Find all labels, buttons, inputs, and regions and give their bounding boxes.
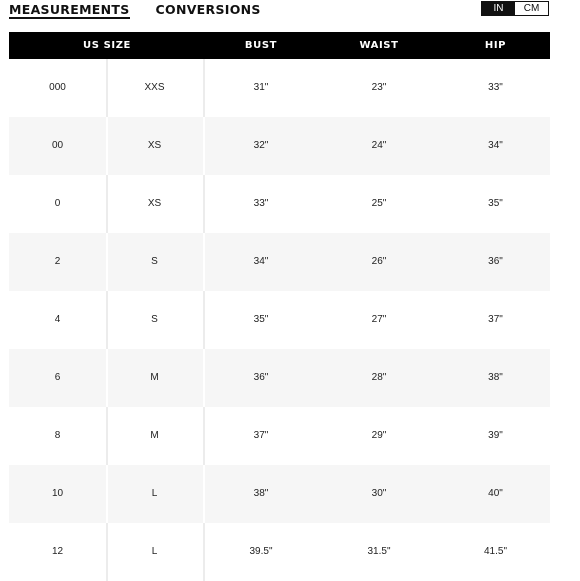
tab-conversions[interactable]: CONVERSIONS — [155, 2, 261, 17]
hip-cell: 33" — [488, 82, 503, 93]
hip-cell: 34" — [488, 140, 503, 151]
us-size-cell: 6 — [54, 372, 61, 383]
waist-cell: 30" — [371, 488, 387, 499]
bust-cell: 35" — [253, 314, 269, 325]
waist-cell: 28" — [371, 372, 387, 383]
table-row — [9, 465, 550, 523]
waist-cell: 31.5" — [367, 546, 391, 557]
us-size-cell: 4 — [54, 314, 61, 325]
table-row — [9, 349, 550, 407]
letter-size-cell: XS — [147, 140, 162, 151]
table-row — [9, 233, 550, 291]
header-waist: WAIST — [359, 40, 399, 51]
hip-cell: 40" — [488, 488, 503, 499]
letter-size-cell: S — [151, 314, 158, 325]
unit-option-cm[interactable]: CM — [515, 2, 548, 15]
bust-cell: 34" — [253, 256, 269, 267]
waist-cell: 26" — [371, 256, 387, 267]
letter-size-cell: L — [151, 546, 158, 557]
hip-cell: 38" — [488, 372, 503, 383]
us-size-cell: 0 — [54, 198, 61, 209]
letter-size-cell: XXS — [144, 82, 165, 93]
table-row — [9, 407, 550, 465]
letter-size-cell: S — [151, 256, 158, 267]
table-row — [9, 523, 550, 581]
waist-cell: 29" — [371, 430, 387, 441]
table-row — [9, 59, 550, 117]
waist-cell: 25" — [371, 198, 387, 209]
table-row — [9, 291, 550, 349]
unit-option-in[interactable]: IN — [482, 2, 515, 15]
hip-cell: 37" — [488, 314, 503, 325]
table-row — [9, 175, 550, 233]
header-hip: HIP — [484, 40, 507, 51]
header-us-size: US SIZE — [82, 40, 131, 51]
letter-size-cell: M — [150, 372, 159, 383]
letter-size-cell: M — [150, 430, 159, 441]
hip-cell: 41.5" — [483, 546, 507, 557]
bust-cell: 33" — [253, 198, 269, 209]
bust-cell: 31" — [253, 82, 269, 93]
table-row — [9, 117, 550, 175]
hip-cell: 39" — [488, 430, 503, 441]
bust-cell: 39.5" — [249, 546, 273, 557]
unit-toggle — [481, 1, 549, 16]
us-size-cell: 00 — [51, 140, 64, 151]
waist-cell: 27" — [371, 314, 387, 325]
tab-measurements[interactable]: MEASUREMENTS — [9, 2, 130, 17]
hip-cell: 35" — [488, 198, 503, 209]
waist-cell: 23" — [371, 82, 387, 93]
us-size-cell: 000 — [49, 82, 66, 93]
us-size-cell: 12 — [51, 546, 64, 557]
bust-cell: 38" — [253, 488, 269, 499]
header-bust: BUST — [244, 40, 278, 51]
letter-size-cell: XS — [147, 198, 162, 209]
bust-cell: 32" — [253, 140, 269, 151]
size-guide-tabs — [9, 0, 261, 20]
letter-size-cell: L — [151, 488, 158, 499]
us-size-cell: 10 — [51, 488, 64, 499]
size-table-body — [9, 59, 550, 581]
hip-cell: 36" — [488, 256, 503, 267]
waist-cell: 24" — [371, 140, 387, 151]
us-size-cell: 2 — [54, 256, 61, 267]
bust-cell: 37" — [253, 430, 269, 441]
bust-cell: 36" — [253, 372, 269, 383]
us-size-cell: 8 — [54, 430, 61, 441]
table-header — [9, 32, 550, 59]
